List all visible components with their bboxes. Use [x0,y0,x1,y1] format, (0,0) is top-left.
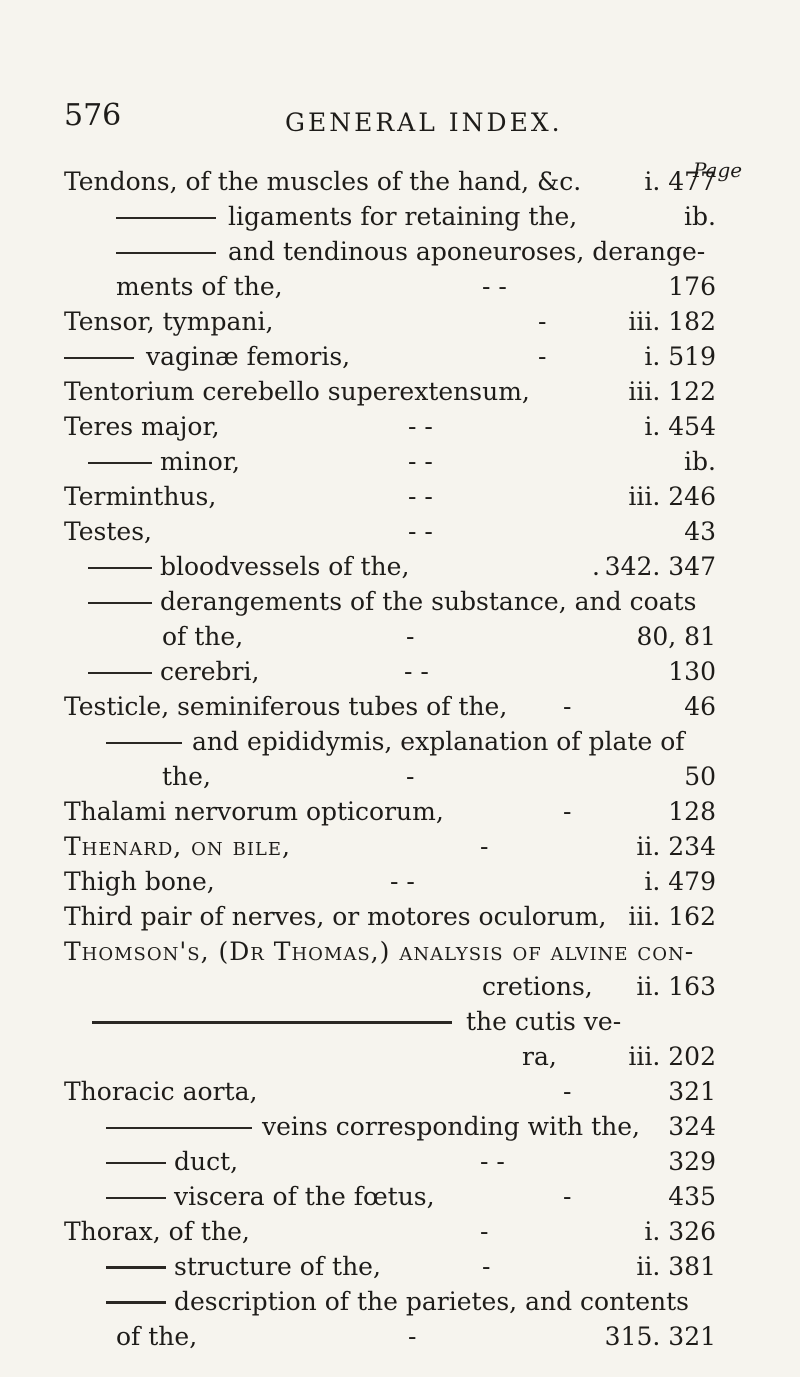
index-entry [0,654,800,690]
entry-text: Terminthus, [64,482,217,511]
entry-text: ligaments for retaining the, [228,202,578,231]
ditto-dash [106,1266,166,1269]
leader-dashes: . [592,552,600,581]
leader-dashes: - [538,342,547,371]
index-entry [0,794,800,830]
ditto-dash [88,567,152,569]
running-header: GENERAL INDEX. [285,108,563,137]
page-reference: 435 [668,1182,716,1211]
leader-dashes: - [563,797,572,826]
index-entry [0,899,800,935]
index-entry [0,759,800,795]
leader-dashes: - [406,762,415,791]
entry-text: the, [162,762,211,791]
leader-dashes: - [406,622,415,651]
leader-dashes: - [563,1182,572,1211]
ditto-dash [106,1301,166,1304]
page-reference: 321 [668,1077,716,1106]
ditto-dash [88,602,152,604]
page-column-label: Page [693,158,743,182]
ditto-dash [106,1127,252,1129]
page-reference: iii. 202 [628,1042,716,1071]
page-reference: iii. 162 [628,902,716,931]
entry-text: the cutis ve- [466,1007,622,1036]
entry-text: Teres major, [64,412,220,441]
entry-text: Third pair of nerves, or motores oculorum, [64,902,607,931]
page-number: 576 [64,98,122,133]
index-entry [0,409,800,445]
index-entry [0,234,800,270]
leader-dashes: - - [482,272,507,301]
index-entry [0,1004,800,1040]
page-reference: 315. 321 [604,1322,716,1351]
leader-dashes: - - [480,1147,505,1176]
page-reference: i. 477 [644,167,716,196]
entry-text: Thigh bone, [64,867,215,896]
page-reference: iii. 122 [628,377,716,406]
entry-text: cerebri, [160,657,260,686]
page-reference: 130 [668,657,716,686]
ditto-dash [116,252,216,254]
page-reference: iii. 246 [628,482,716,511]
leader-dashes: - - [408,412,433,441]
leader-dashes: - [482,1252,491,1281]
entry-text: structure of the, [174,1252,381,1281]
index-entry [0,1214,800,1250]
page-reference: 80, 81 [636,622,716,651]
entry-text: Tendons, of the muscles of the hand, &c. [64,167,582,196]
ditto-dash [88,672,152,674]
page-reference: 46 [684,692,716,721]
index-entry [0,339,800,375]
entry-text: Thorax, of the, [64,1217,250,1246]
ditto-dash [106,1162,166,1164]
entry-text: Thomson's, (Dr Thomas,) analysis of alvine con- [64,937,695,966]
page-reference: i. 454 [644,412,716,441]
entry-text: veins corresponding with the, [262,1112,640,1141]
entry-text: minor, [160,447,241,476]
index-entry [0,1249,800,1285]
page-reference: 176 [668,272,716,301]
index-entry [0,164,800,200]
leader-dashes: - - [408,447,433,476]
entry-text: Thoracic aorta, [64,1077,258,1106]
index-entry [0,1284,800,1320]
page-reference: ii. 381 [636,1252,716,1281]
index-entry [0,584,800,620]
page-reference: ib. [684,447,716,476]
index-entry [0,1144,800,1180]
page-reference: i. 479 [644,867,716,896]
entry-text: vaginæ femoris, [146,342,351,371]
entry-text: Testes, [64,517,152,546]
index-entry [0,1039,800,1075]
page-reference: 324 [668,1112,716,1141]
index-entry [0,1074,800,1110]
page-reference: ii. 163 [636,972,716,1001]
leader-dashes: - - [404,657,429,686]
page-reference: i. 519 [644,342,716,371]
entry-text: Testicle, seminiferous tubes of the, [64,692,508,721]
index-entry [0,479,800,515]
ditto-dash [106,742,182,744]
entry-text: Tentorium cerebello superextensum, [64,377,530,406]
index-entry [0,619,800,655]
leader-dashes: - [408,1322,417,1351]
leader-dashes: - - [408,517,433,546]
leader-dashes: - [480,1217,489,1246]
index-entry [0,1319,800,1355]
page-reference: ib. [684,202,716,231]
entry-text: derangements of the substance, and coats [160,587,697,616]
page-reference: iii. 182 [628,307,716,336]
index-entry [0,724,800,760]
index-entry [0,1109,800,1145]
entry-text: of the, [116,1322,198,1351]
entry-text: ra, [522,1042,557,1071]
entry-text: cretions, [482,972,593,1001]
leader-dashes: - - [408,482,433,511]
entry-text: ments of the, [116,272,283,301]
ditto-dash [116,217,216,219]
page-reference: 43 [684,517,716,546]
leader-dashes: - - [390,867,415,896]
page-reference: ii. 234 [636,832,716,861]
page-reference: 342. 347 [604,552,716,581]
index-entry [0,969,800,1005]
entry-text: and epididymis, explanation of plate of [192,727,685,756]
ditto-dash [106,1197,166,1199]
ditto-dash [92,1021,452,1024]
leader-dashes: - [538,307,547,336]
index-entry [0,829,800,865]
leader-dashes: - [563,1077,572,1106]
index-entry [0,549,800,585]
index-entry [0,689,800,725]
index-entry [0,864,800,900]
entry-text: description of the parietes, and contents [174,1287,690,1316]
page-reference: 329 [668,1147,716,1176]
entry-text: Thenard, on bile, [64,832,291,861]
page-reference: 128 [668,797,716,826]
page-reference: i. 326 [644,1217,716,1246]
leader-dashes: - [563,692,572,721]
ditto-dash [64,357,134,359]
entry-text: Thalami nervorum opticorum, [64,797,444,826]
index-entry [0,304,800,340]
index-entry [0,374,800,410]
entry-text: and tendinous aponeuroses, derange- [228,237,706,266]
index-entry [0,444,800,480]
index-entry [0,934,800,970]
entry-text: bloodvessels of the, [160,552,410,581]
index-entry [0,514,800,550]
entry-text: viscera of the fœtus, [174,1182,435,1211]
index-entry [0,269,800,305]
entry-text: Tensor, tympani, [64,307,274,336]
entry-text: duct, [174,1147,239,1176]
leader-dashes: - [480,832,489,861]
entry-text: of the, [162,622,244,651]
page-reference: 50 [684,762,716,791]
ditto-dash [88,462,152,464]
index-entry [0,1179,800,1215]
index-entry [0,199,800,235]
